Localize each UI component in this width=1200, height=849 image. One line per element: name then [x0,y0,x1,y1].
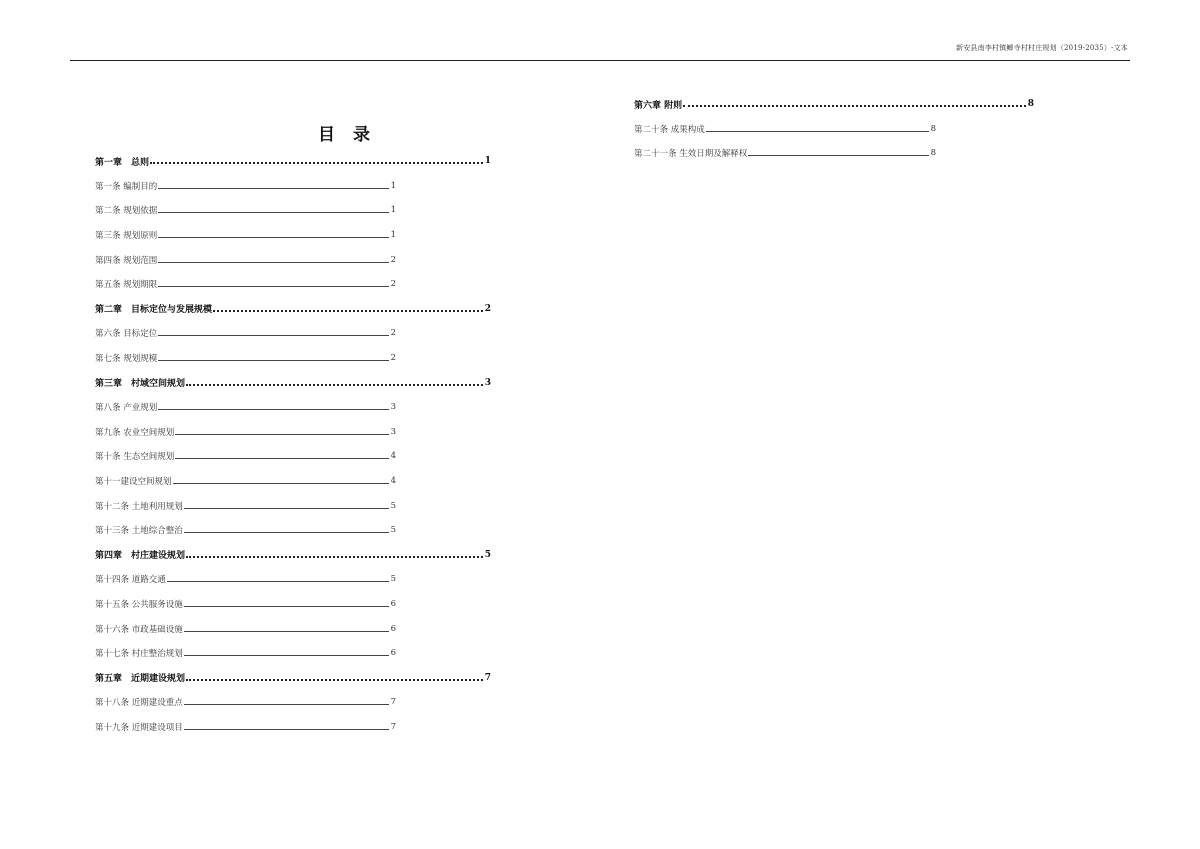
toc-leader-line [175,458,388,459]
toc-entry-label: 第十条 生态空间规划 [95,452,175,463]
toc-page-number: 8 [930,148,936,159]
toc-page-number: 8 [930,123,936,134]
toc-entry-label: 第七条 规划规模 [95,354,158,365]
toc-leader-line [184,508,389,509]
header-divider [70,60,1130,61]
toc-entry-label: 第十一建设空间规划 [95,477,172,488]
toc-page-number: 3 [390,402,396,413]
toc-entry-label: 第十五条 公共服务设施 [95,599,183,610]
toc-entry-label: 第四章 村庄建设规划 [95,551,186,562]
toc-entry-label: 第八条 产业规划 [95,403,158,414]
toc-leader-line [184,532,389,533]
toc-article-entry[interactable] [95,469,396,494]
toc-chapter-entry[interactable] [95,297,491,322]
toc-leader-line [184,631,389,632]
toc-leader-line [158,237,388,238]
toc-page-number: 8 [1027,99,1034,110]
toc-page-number: 7 [390,721,396,732]
toc-entry-label: 第六条 目标定位 [95,329,158,340]
toc-page-number: 2 [484,303,491,314]
toc-page-number: 1 [390,205,396,216]
toc-page-number: 2 [390,353,396,364]
toc-entry-label: 第四条 规划范围 [95,255,158,266]
toc-leader-line [184,655,389,656]
toc-article-entry[interactable] [95,346,396,371]
toc-leader-line [150,162,483,164]
toc-entry-label: 第十九条 近期建设项目 [95,722,183,733]
toc-leader-line [158,409,388,410]
toc-article-entry[interactable] [634,141,936,166]
toc-page-number: 5 [484,549,491,560]
toc-page-number: 7 [390,697,396,708]
toc-article-entry[interactable] [634,117,936,142]
toc-entry-label: 第十四条 道路交通 [95,575,166,586]
toc-leader-line [186,384,483,386]
toc-entry-label: 第五章 近期建设规划 [95,674,186,685]
toc-page-number: 7 [484,672,491,683]
document-header: 新安县南李村镇鲫寺村村庄规划（2019-2035）-文本 [956,44,1128,52]
toc-leader-line [167,581,389,582]
toc-article-entry[interactable] [95,247,396,272]
toc-leader-line [158,286,388,287]
toc-entry-label: 第一条 编制目的 [95,181,158,192]
toc-page-number: 1 [390,180,396,191]
toc-article-entry[interactable] [95,616,396,641]
toc-leader-line [184,729,389,730]
toc-page-number: 6 [390,598,396,609]
toc-right-column [634,92,1034,166]
toc-entry-label: 第五条 规划期限 [95,280,158,291]
toc-article-entry[interactable] [95,690,396,715]
toc-page-number: 3 [484,377,491,388]
toc-page-number: 5 [390,574,396,585]
toc-entry-label: 第十六条 市政基础设施 [95,624,183,635]
toc-article-entry[interactable] [95,641,396,666]
toc-leader-line [184,704,389,705]
toc-page-number: 6 [390,648,396,659]
toc-leader-line [158,188,388,189]
toc-leader-line [213,310,483,312]
toc-article-entry[interactable] [95,395,396,420]
toc-page-number: 2 [390,254,396,265]
toc-leader-line [158,360,388,361]
toc-article-entry[interactable] [95,493,396,518]
toc-article-entry[interactable] [95,518,396,543]
toc-page-number: 2 [390,328,396,339]
toc-entry-label: 第十二条 土地利用规划 [95,501,183,512]
toc-leader-line [683,105,1026,107]
toc-entry-label: 第二条 规划依据 [95,206,158,217]
toc-leader-line [186,556,483,558]
toc-article-entry[interactable] [95,321,396,346]
toc-entry-label: 第六章 附则 [634,100,683,111]
toc-chapter-entry[interactable] [95,149,491,174]
toc-entry-label: 第一章 总则 [95,157,150,168]
toc-page-number: 1 [484,156,491,167]
toc-entry-label: 第二十条 成果构成 [634,124,705,135]
toc-entry-label: 第二章 目标定位与发展规模 [95,305,213,316]
toc-leader-line [706,131,929,132]
toc-article-entry[interactable] [95,223,396,248]
toc-article-entry[interactable] [95,174,396,199]
toc-article-entry[interactable] [95,272,396,297]
toc-page-number: 6 [390,623,396,634]
toc-page-number: 5 [390,500,396,511]
toc-page-number: 4 [390,451,396,462]
toc-left-column [95,149,491,739]
toc-article-entry[interactable] [95,444,396,469]
toc-article-entry[interactable] [95,715,396,740]
toc-entry-label: 第九条 农业空间规划 [95,427,175,438]
toc-leader-line [186,679,483,681]
toc-entry-label: 第三章 村域空间规划 [95,379,186,390]
toc-entry-label: 第十八条 近期建设重点 [95,698,183,709]
toc-leader-line [158,212,388,213]
toc-leader-line [173,483,389,484]
toc-leader-line [175,434,388,435]
toc-article-entry[interactable] [95,198,396,223]
toc-chapter-entry[interactable] [95,543,491,568]
toc-chapter-entry[interactable] [95,665,491,690]
toc-article-entry[interactable] [95,592,396,617]
toc-entry-label: 第十七条 村庄整治规划 [95,649,183,660]
toc-chapter-entry[interactable] [95,370,491,395]
toc-leader-line [158,262,388,263]
toc-article-entry[interactable] [95,420,396,445]
toc-page-number: 3 [390,426,396,437]
toc-page-number: 2 [390,279,396,290]
toc-chapter-entry[interactable] [634,92,1034,117]
toc-leader-line [158,335,388,336]
toc-article-entry[interactable] [95,567,396,592]
toc-page-number: 4 [390,476,396,487]
toc-leader-line [748,155,928,156]
toc-entry-label: 第三条 规划原则 [95,231,158,242]
toc-page-number: 5 [390,525,396,536]
toc-leader-line [184,606,389,607]
toc-page-number: 1 [390,230,396,241]
toc-entry-label: 第十三条 土地综合整治 [95,526,183,537]
toc-title: 目录 [318,125,388,145]
toc-entry-label: 第二十一条 生效日期及解释权 [634,149,748,160]
